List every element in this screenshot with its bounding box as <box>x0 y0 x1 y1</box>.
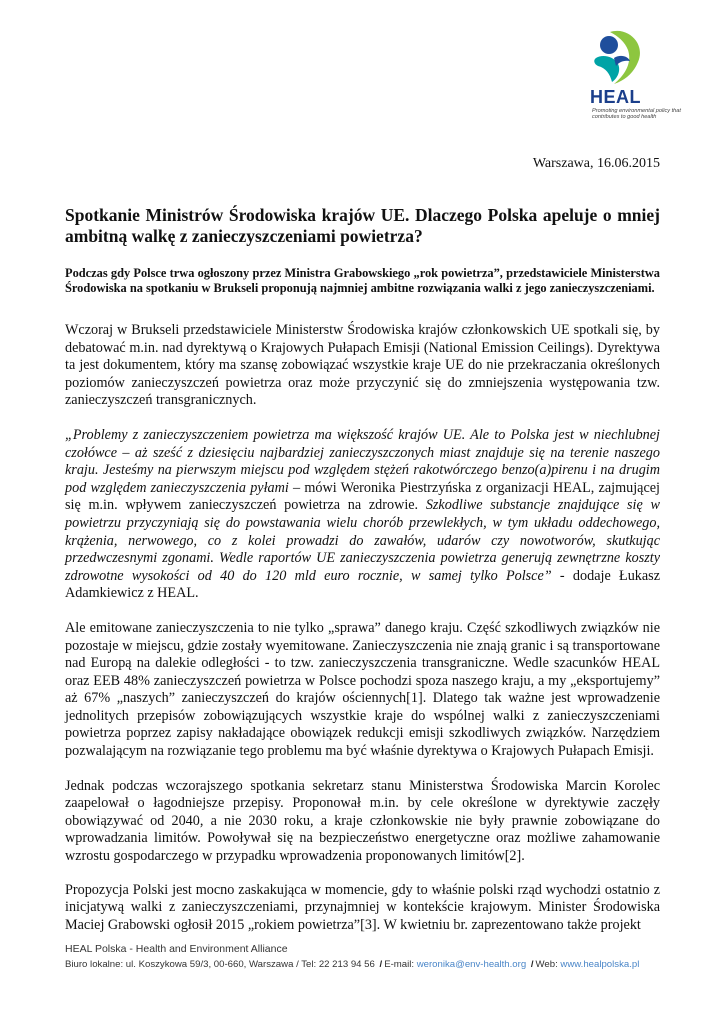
footer-separator: / <box>530 959 534 970</box>
page-footer <box>65 942 665 974</box>
lead-paragraph: Podczas gdy Polsce trwa ogłoszony przez Ministra Grabowskiego „rok powietrza”, przedstawiciele Ministerstwa Środowiska na spotkaniu w Brukseli proponują najmniej ambitne rozwiązania walki z jego zanieczyszczeniami. <box>65 266 660 295</box>
footer-org: HEAL Polska - Health and Environment Alliance <box>65 943 288 955</box>
paragraph-2 <box>65 427 660 603</box>
heal-logo <box>582 28 692 120</box>
attribution-lukasz: - dodaje Łukasz Adamkiewicz z HEAL. <box>65 567 660 602</box>
document-date: Warszawa, 16.06.2015 <box>532 156 660 171</box>
article-body <box>65 322 660 951</box>
footer-email-link[interactable]: weronika@env-health.org <box>416 959 527 970</box>
paragraph-3: Ale emitowane zanieczyszczenia to nie tylko „sprawa” danego kraju. Część szkodliwych związków nie pozostaje w miejscu, gdzie zostały wyemitowane. Zanieczyszczenia nie znają granic i są transportowane nad Europą na dalekie odległości - to tzw. zanieczyszczenia transgraniczne. Wedle szacunków HEAL oraz EEB 48% zanieczyszczeń powietrza w Polsce pochodzi spoza naszego kraju, a my „eksportujemy” aż 67% „naszych” zanieczyszczeń do krajów ościennych[1]. Dlatego tak ważne jest wprowadzenie jednolitych przepisów zobowiązujących wszystkie kraje do wspólnej walki z zanieczyszczeniami powietrza poprzez zapisy nakładające obowiązek redukcji emisji szkodliwych związków. Narzędziem pozwalającym na rozwiązanie tego problemu ma być właśnie dyrektywa o Krajowych Pułapach Emisji. <box>65 619 660 760</box>
footer-web-label: Web: <box>535 959 561 970</box>
heal-logo-icon <box>588 28 644 86</box>
footer-contact <box>65 956 665 974</box>
page-title: Spotkanie Ministrów Środowiska krajów UE. Dlaczego Polska apeluje o mniej ambitną walkę z zanieczyszczeniami powietrza? <box>65 205 660 246</box>
paragraph-5: Propozycja Polski jest mocno zaskakująca w momencie, gdy to właśnie polski rząd wychodzi ostatnio z inicjatywą walki z zanieczyszczeniami, przynajmniej w kontekście krajowym. Minister Środowiska Maciej Grabowski ogłosił 2015 „rokiem powietrza”[3]. W kwietniu br. zaprezentowano także projekt <box>65 881 660 933</box>
heal-logo-name: HEAL <box>590 87 641 107</box>
heal-logo-tagline: Promoting environmental policy that contributes to good health <box>592 108 681 121</box>
attribution-weronika: – mówi Weronika Piestrzyńska z organizacji HEAL, zajmującej się m.in. wpływem zanieczyszczeń powietrza na zdrowie. <box>65 479 660 514</box>
paragraph-4: Jednak podczas wczorajszego spotkania sekretarz stanu Ministerstwa Środowiska Marcin Korolec zaapelował o łagodniejsze przepisy. Proponował m.in. by cele określone w dyrektywie zaczęły obowiązywać od 2040, a nie 2030 roku, a kraje członkowskie nie były prawnie zobowiązane do wprowadzania limitów. Powoływał się na bezpieczeństwo energetyczne oraz możliwe zahamowanie wzrostu gospodarczego w przypadku wprowadzenia proponowanych limitów[2]. <box>65 777 660 865</box>
quote-weronika: „Problemy z zanieczyszczeniem powietrza ma większość krajów UE. Ale to Polska jest w niechlubnej czołówce – aż sześć z dziesięciu najbardziej zanieczyszczonych miast znajduje się na terenie naszego kraju. Jesteśmy na pierwszym miejscu pod względem stężeń rakotwórczego benzo(a)pirenu i na drugim pod względem zanieczyszczenia pyłami <box>65 426 660 496</box>
footer-address: Biuro lokalne: ul. Koszykowa 59/3, 00-660, Warszawa / Tel: 22 213 94 56 <box>65 959 375 970</box>
paragraph-1: Wczoraj w Brukseli przedstawiciele Ministerstw Środowiska krajów członkowskich UE spotkali się, by debatować m.in. nad dyrektywą o Krajowych Pułapach Emisji (National Emission Ceilings). Dyrektywa ta jest dokumentem, który ma szansę zobowiązać wszystkie kraje UE do nie przekraczania określonych poziomów zanieczyszczeń powietrza oraz może przyczynić się do zmniejszenia występowania tzw. zanieczyszczeń transgranicznych. <box>65 322 660 409</box>
footer-email-label: E-mail: <box>384 959 417 970</box>
quote-weronika-cont: Szkodliwe substancje znajdujące się w powietrzu przyczyniają się do powstawania wielu chorób przewlekłych, w tym układu oddechowego, krążenia, nerwowego, co z kolei prowadzi do zawałów, udarów czy nowotworów, skutkując przedwczesnymi zgonami. Wedle raportów UE zanieczyszczenia powietrza generują zewnętrzne koszty zdrowotne wysokości od 40 do 120 mld euro rocznie, w samej tylko Polsce” <box>65 497 660 584</box>
footer-separator: / <box>379 959 383 970</box>
footer-web-link[interactable]: www.healpolska.pl <box>560 959 640 970</box>
